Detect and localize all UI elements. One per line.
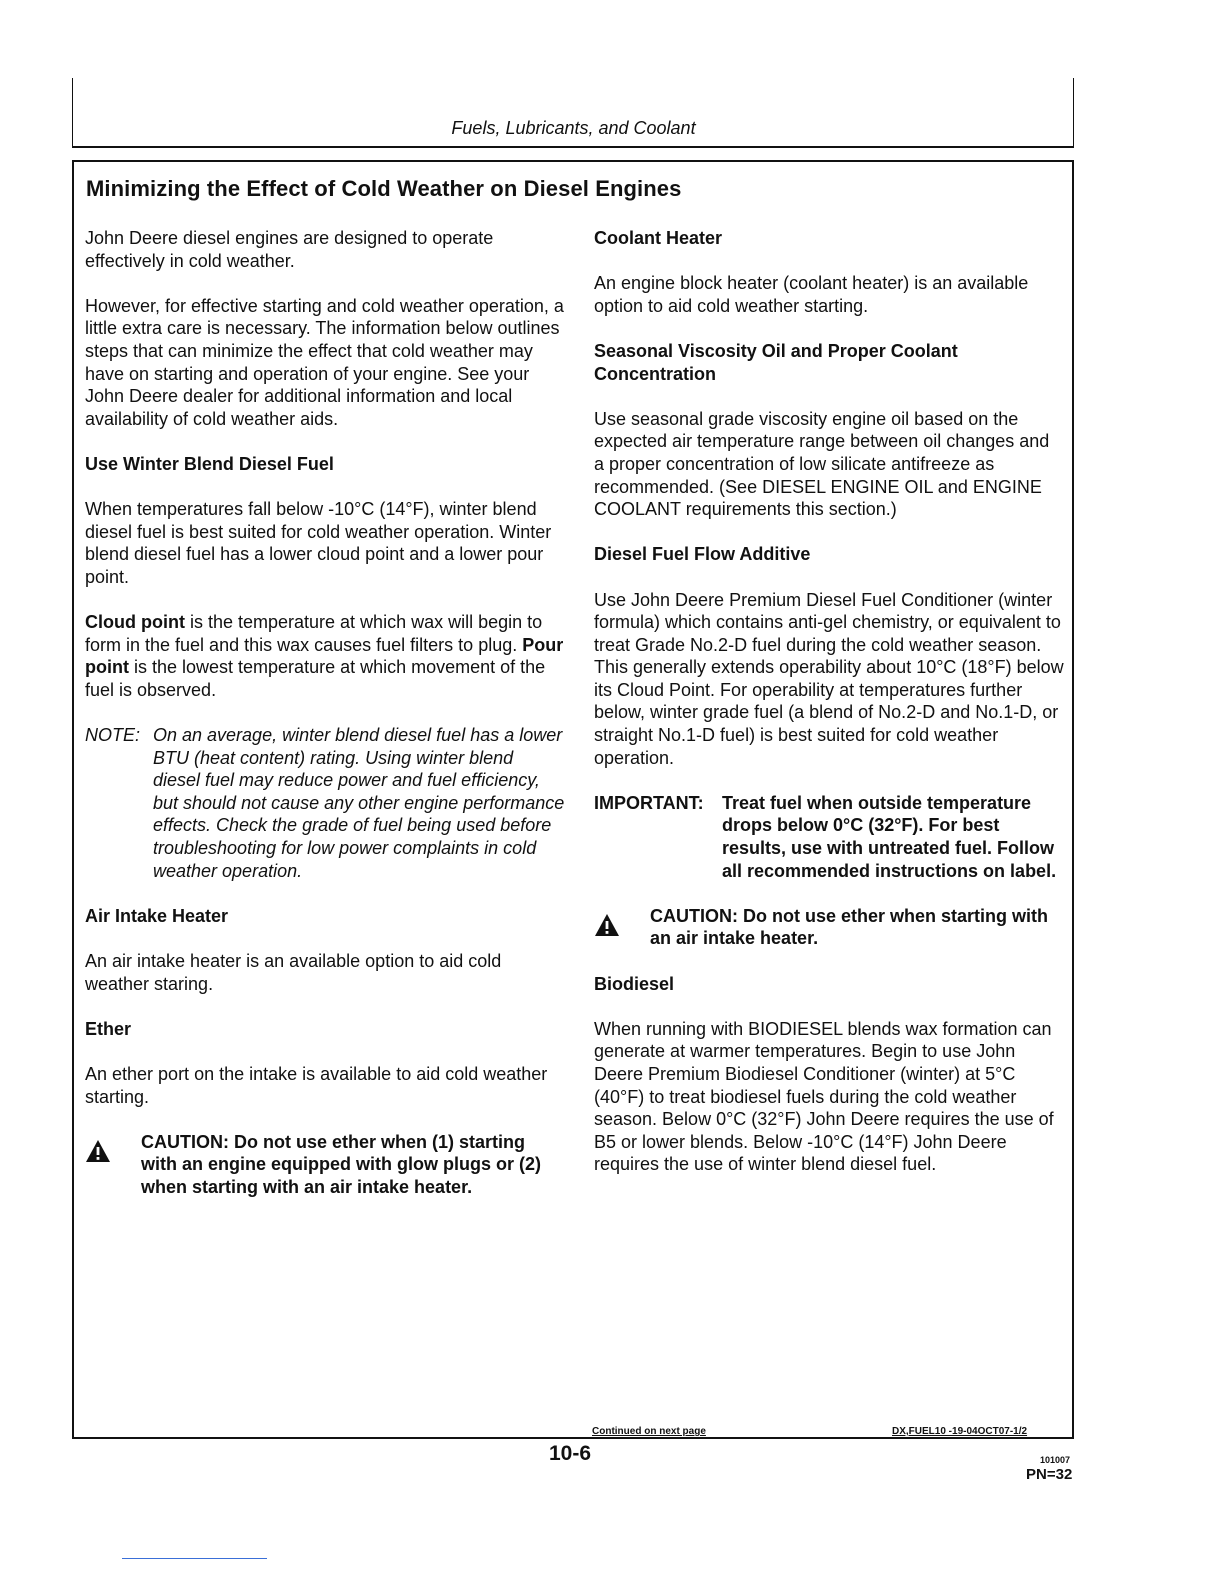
flow-additive-heading: Diesel Fuel Flow Additive bbox=[594, 544, 811, 565]
cloud-point-text: is the temperature at which wax will begin to form in the fuel and this wax causes fuel filters to plug. bbox=[85, 612, 543, 655]
note-label: NOTE: bbox=[85, 725, 141, 746]
intake-caution bbox=[594, 905, 1064, 950]
coolant-heater-heading: Coolant Heater bbox=[594, 228, 723, 248]
page-number: 10-6 bbox=[549, 1442, 592, 1465]
pour-point-text: is the lowest temperature at which movement of the fuel is observed. bbox=[85, 657, 546, 700]
header-bottom-rule bbox=[72, 146, 1074, 148]
ether-caution bbox=[85, 1131, 565, 1199]
cloud-point-term: Cloud point bbox=[85, 612, 185, 633]
intake-caution-text: CAUTION: Do not use ether when starting with an air intake heater. bbox=[650, 905, 1049, 949]
winter-blend-text: When temperatures fall below -10°C (14°F), winter blend diesel fuel is best suited for cold weather operation. Winter blend diesel fuel has a lower cloud point and a lower pour point. bbox=[85, 499, 552, 587]
pn-label: PN=32 bbox=[1026, 1466, 1073, 1483]
ether-heading: Ether bbox=[85, 1018, 132, 1039]
document-id: DX,FUEL10 -19-04OCT07-1/2 bbox=[892, 1426, 1028, 1437]
biodiesel-text: When running with BIODIESEL blends wax formation can generate at warmer temperatures. Begin to use John Deere Premium Biodiesel Conditioner (winter) at 5°C (40°F) to treat biodiesel fuels during the cold weather season. Below 0°C (32°F) John Deere requires the use of B5 or lower blends. Below -10°C (14°F) John Deere requires the use of winter blend diesel fuel. bbox=[594, 1018, 1054, 1175]
biodiesel-heading: Biodiesel bbox=[594, 973, 675, 994]
left-column bbox=[85, 227, 565, 1221]
intro-paragraph-1: John Deere diesel engines are designed to operate effectively in cold weather. bbox=[85, 228, 494, 271]
ether-caution-text: CAUTION: Do not use ether when (1) starting with an engine equipped with glow plugs or (2) when starting with an air intake heater. bbox=[141, 1131, 541, 1197]
viscosity-heading: Seasonal Viscosity Oil and Proper Coolant Concentration bbox=[594, 340, 958, 384]
viscosity-text: Use seasonal grade viscosity engine oil based on the expected air temperature range between oil changes and a proper concentration of low silicate antifreeze as recommended. (See DIESEL ENGINE OIL and ENGINE COOLANT requirements this section.) bbox=[594, 408, 1050, 520]
important-label: IMPORTANT: bbox=[594, 792, 704, 813]
air-intake-heading: Air Intake Heater bbox=[85, 905, 229, 926]
warning-triangle-icon bbox=[85, 1131, 141, 1169]
right-column bbox=[594, 227, 1064, 1199]
ether-text: An ether port on the intake is available to aid cold weather starting. bbox=[85, 1063, 548, 1107]
cloud-pour-paragraph bbox=[85, 611, 565, 701]
note-text: On an average, winter blend diesel fuel has a lower BTU (heat content) rating. Using winter blend diesel fuel may reduce power and fuel efficiency, but should not cause any other engine performance effects. Check the grade of fuel being used before troubleshooting for low power complaints in cold weather operation. bbox=[153, 725, 565, 881]
scan-artifact-line bbox=[122, 1558, 267, 1559]
air-intake-text: An air intake heater is an available option to aid cold weather staring. bbox=[85, 951, 502, 994]
flow-additive-text: Use John Deere Premium Diesel Fuel Conditioner (winter formula) which contains anti-gel chemistry, or equivalent to treat Grade No.2-D fuel during the cold weather season. This generally extends operability about 10°C (18°F) below its Cloud Point. For operability at temperatures further below, winter grade fuel (a blend of No.2-D and No.1-D, or straight No.1-D fuel) is best suited for cold weather operation. bbox=[594, 589, 1064, 768]
content-frame-bottom bbox=[72, 1437, 1074, 1439]
important-block bbox=[594, 792, 1064, 882]
section-title: Minimizing the Effect of Cold Weather on Diesel Engines bbox=[86, 176, 682, 201]
coolant-heater-text: An engine block heater (coolant heater) is an available option to aid cold weather starting. bbox=[594, 273, 1029, 316]
pour-point-term: Pour point bbox=[85, 634, 564, 678]
note-block bbox=[85, 724, 565, 882]
continued-note: Continued on next page bbox=[592, 1426, 706, 1437]
warning-triangle-icon bbox=[594, 905, 650, 943]
winter-blend-heading: Use Winter Blend Diesel Fuel bbox=[85, 453, 334, 474]
intro-paragraph-2: However, for effective starting and cold weather operation, a little extra care is necessary. The information below outlines steps that can minimize the effect that cold weather may have on starting and operation of your engine. See your John Deere dealer for additional information and local availability of cold weather aids. bbox=[85, 295, 564, 429]
important-text: Treat fuel when outside temperature drops below 0°C (32°F). For best results, use with untreated fuel. Follow all recommended instructions on label. bbox=[722, 792, 1057, 881]
running-title: Fuels, Lubricants, and Coolant bbox=[451, 118, 696, 138]
date-code: 101007 bbox=[1040, 1455, 1071, 1465]
